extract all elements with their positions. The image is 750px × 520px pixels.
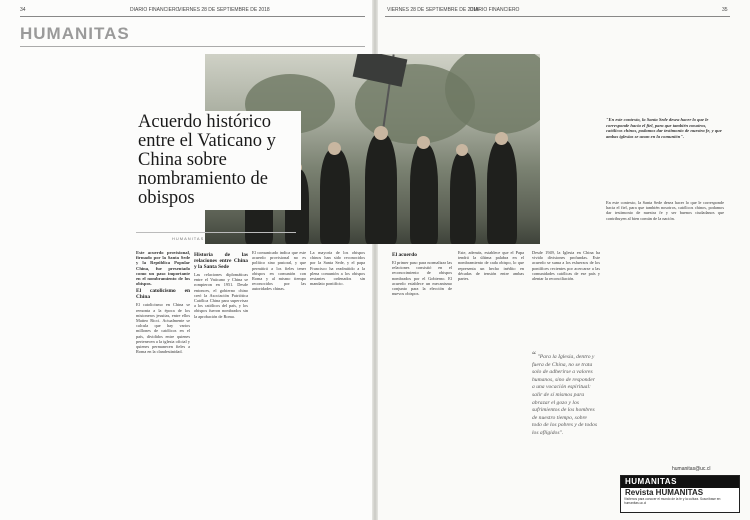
quote-box-text: "Para la Iglesia, dentro y fuera de China, no se trata solo de adherirse a valores humanos, sino de responder a una vocación espiritual: salir de sí mismos para abrazar el gozo y los sufrimientos de los hombres de nuestro tiempo, sobre todo de los pobres y de todos los afligidos". xyxy=(532,354,598,436)
subhead-catholicism: El catolicismo en China xyxy=(136,288,190,301)
section-title: HUMANITAS xyxy=(20,24,130,43)
body-column-1 xyxy=(136,250,190,512)
body-text-col7: Desde 1949, la Iglesia en China ha vivido divisiones profundas. Este acuerdo se suma a los esfuerzos de los pontífices recientes por acercarse a las comunidades católicas de ese país y alentar la reconciliación. xyxy=(532,250,600,282)
right-date: VIERNES 28 DE SEPTIEMBRE DE 2018 xyxy=(387,7,479,13)
body-text-col6: Este, además, establece que el Papa tendrá la última palabra en el nombramiento de cada obispo, lo que representa un hecho inédito en décadas de tensión entre ambas partes. xyxy=(458,250,524,282)
left-date: VIERNES 28 DE SEPTIEMBRE DE 2018 xyxy=(178,7,270,13)
body-text-col4: La mayoría de los obispos chinos han sido reconocidos por la Santa Sede, y el papa Francisco ha readmitido a la plena comunión a los obispos restantes ordenados sin mandato pontificio. xyxy=(310,250,365,287)
magazine-ad[interactable] xyxy=(620,475,740,513)
right-folio-rule xyxy=(385,16,730,17)
body-text-col2: Las relaciones diplomáticas entre el Vaticano y China se rompieron en 1951. Desde entonces, el gobierno chino creó la Asociación Patriótica Católica China para supervisar a los católicos del país, y los obispos fueron nombrados sin la aprobación de Roma. xyxy=(194,272,248,319)
contact-email[interactable]: humanitas@uc.cl xyxy=(672,466,711,472)
ad-text: Visítenos para conocer el mundo de la fe y la cultura. Suscríbase en: humanitas.uc.cl xyxy=(624,497,722,505)
body-text-col1: El catolicismo en China se remonta a la época de los misioneros jesuitas, entre ellos Matteo Ricci. Actualmente se calcula que hay varios millones de católicos en el país, divididos entre quienes pertenecen a la iglesia oficial y quienes permanecen fieles a Roma en la clandestinidad. xyxy=(136,302,190,355)
body-column-3 xyxy=(252,250,306,512)
body-column-5 xyxy=(392,250,452,512)
ad-title: Revista HUMANITAS xyxy=(625,488,704,497)
subhead-history: Historia de las relaciones entre China y la Santa Sede xyxy=(194,252,248,270)
ad-brand: HUMANITAS xyxy=(621,476,739,488)
article-lead: Este acuerdo provisional, firmado por la Santa Sede y la República Popular China, fue presentado como un paso importante en el nombramiento de los obispos. xyxy=(136,250,190,287)
left-masthead: DIARIO FINANCIERO xyxy=(130,7,180,13)
article-headline: Acuerdo histórico entre el Vaticano y China sobre nombramiento de obispos xyxy=(136,111,301,210)
body-column-8 xyxy=(606,200,724,462)
body-column-4 xyxy=(310,250,365,512)
pull-quote: "En este contexto, la Santa Sede desea hacer lo que le corresponde hacia el fiel, para que también nosotros, católicos chinos, podamos dar testimonio de nuestra fe, y que ambas iglesias se unan en la comunión". xyxy=(606,117,722,139)
left-folio-rule xyxy=(20,16,365,17)
body-column-2 xyxy=(194,250,248,512)
quote-box xyxy=(532,352,598,438)
quote-mark-icon: “ xyxy=(532,350,536,360)
byline-rule xyxy=(136,232,296,233)
right-page-number: 35 xyxy=(722,7,728,13)
subhead-agreement: El acuerdo xyxy=(392,252,418,258)
left-page-number: 34 xyxy=(20,7,26,13)
body-text-col3: El comunicado indica que este acuerdo provisional no es político sino pastoral, y que permitirá a los fieles tener obispos en comunión con Roma y al mismo tiempo reconocidos por las autoridades chinas. xyxy=(252,250,306,292)
body-column-7 xyxy=(532,250,600,348)
body-text-col8: En este contexto, la Santa Sede desea hacer lo que le corresponde hacia el fiel, para que también nosotros, católicos chinos, podamos dar testimonio de nuestra fe y ser buenos ciudadanos que contribuyen al bien común de la nación. xyxy=(606,200,724,221)
article-byline: HUMANITAS xyxy=(172,236,205,241)
body-text-col5: El primer paso para normalizar las relaciones consistió en el reconocimiento de obispos nombrados por el Gobierno. El acuerdo establece un mecanismo conjunto para la elección de nuevos obispos. xyxy=(392,260,452,297)
section-rule xyxy=(20,46,365,47)
right-masthead: DIARIO FINANCIERO xyxy=(470,7,520,13)
body-column-6 xyxy=(458,250,524,512)
